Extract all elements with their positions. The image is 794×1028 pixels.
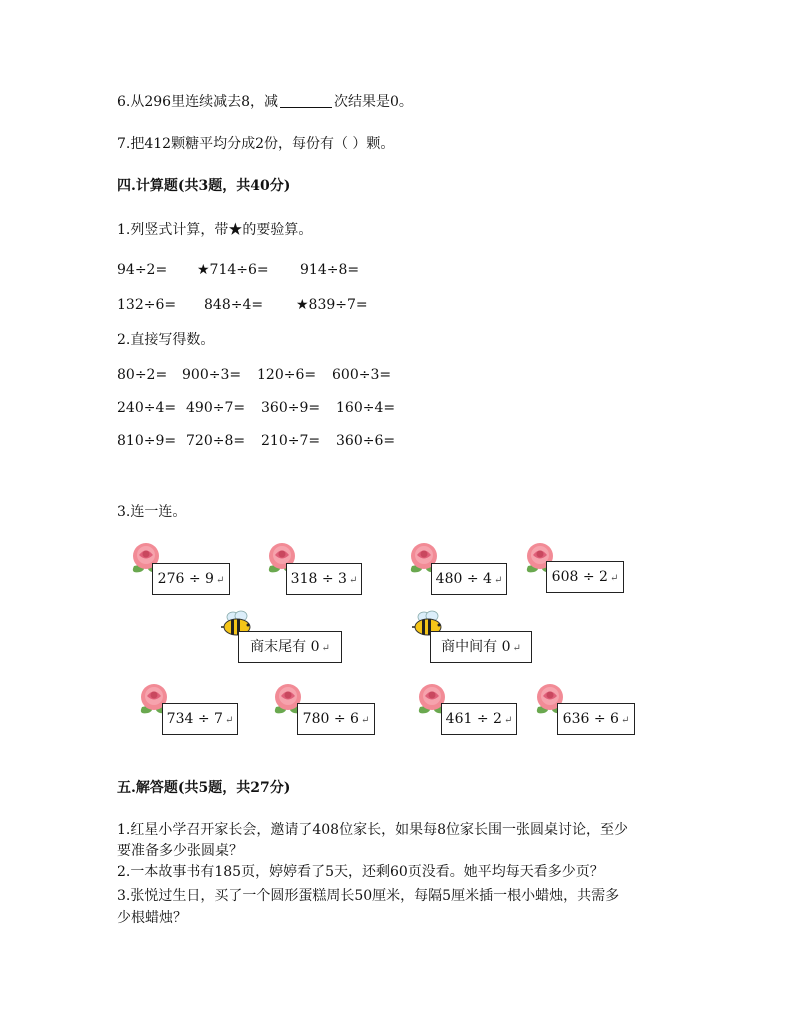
calc-q1-item: 132÷6=: [117, 297, 177, 313]
question-7: 7.把412颗糖平均分成2份，每份有（ ）颗。: [117, 136, 395, 152]
calc-q1-item: 914÷8=: [300, 262, 360, 278]
match-box-top[interactable]: 318 ÷ 3 ↵: [286, 563, 362, 595]
calc-q2-item: 80÷2=: [117, 367, 168, 383]
question-6: [117, 92, 413, 112]
calc-q1-item: ★839÷7=: [296, 297, 368, 313]
question-6-text: 6.从296里连续减去8，减: [117, 94, 278, 110]
calc-q2-item: 900÷3=: [182, 367, 242, 383]
word-problem-1: 1.红星小学召开家长会，邀请了408位家长，如果每8位家长围一张圆桌讨论，至少: [117, 822, 628, 838]
calc-q2-item: 810÷9=: [117, 433, 177, 449]
calc-q2-item: 600÷3=: [332, 367, 392, 383]
calc-q2-item: 120÷6=: [257, 367, 317, 383]
calc-q2-item: 160÷4=: [336, 400, 396, 416]
calc-q1-item: ★714÷6=: [197, 262, 269, 278]
match-box-bottom[interactable]: 461 ÷ 2 ↵: [441, 703, 517, 735]
calc-q1-item: 848÷4=: [204, 297, 264, 313]
match-box-bottom[interactable]: 780 ÷ 6 ↵: [297, 703, 375, 735]
calc-q2-item: 360÷9=: [261, 400, 321, 416]
section-5-title: 五.解答题(共5题，共27分): [117, 780, 291, 796]
calc-q2-item: 490÷7=: [186, 400, 246, 416]
match-box-top[interactable]: 276 ÷ 9 ↵: [152, 563, 230, 595]
calc-q3-prompt: 3.连一连。: [117, 504, 187, 520]
match-box-middle[interactable]: 商末尾有 0 ↵: [238, 631, 342, 663]
calc-q2-item: 210÷7=: [261, 433, 321, 449]
match-box-top[interactable]: 608 ÷ 2 ↵: [546, 561, 624, 593]
answer-blank[interactable]: [280, 93, 332, 108]
question-6-text-end: 次结果是0。: [334, 94, 413, 110]
calc-q2-prompt: 2.直接写得数。: [117, 332, 215, 348]
word-problem-2: 2.一本故事书有185页，婷婷看了5天，还剩60页没看。她平均每天看多少页？: [117, 864, 604, 880]
calc-q1-prompt: 1.列竖式计算，带★的要验算。: [117, 222, 313, 238]
calc-q1-item: 94÷2=: [117, 262, 168, 278]
match-box-bottom[interactable]: 636 ÷ 6 ↵: [557, 703, 635, 735]
match-box-top[interactable]: 480 ÷ 4 ↵: [431, 563, 507, 595]
calc-q2-item: 240÷4=: [117, 400, 177, 416]
word-problem-3: 3.张悦过生日，买了一个圆形蛋糕周长50厘米，每隔5厘米插一根小蜡烛，共需多: [117, 888, 620, 904]
match-box-bottom[interactable]: 734 ÷ 7 ↵: [162, 703, 238, 735]
word-problem-1-cont: 要准备多少张圆桌？: [117, 843, 243, 859]
section-4-title: 四.计算题(共3题，共40分): [117, 178, 291, 194]
word-problem-3-cont: 少根蜡烛？: [117, 910, 187, 926]
calc-q2-item: 360÷6=: [336, 433, 396, 449]
match-box-middle[interactable]: 商中间有 0 ↵: [430, 631, 532, 663]
calc-q2-item: 720÷8=: [186, 433, 246, 449]
